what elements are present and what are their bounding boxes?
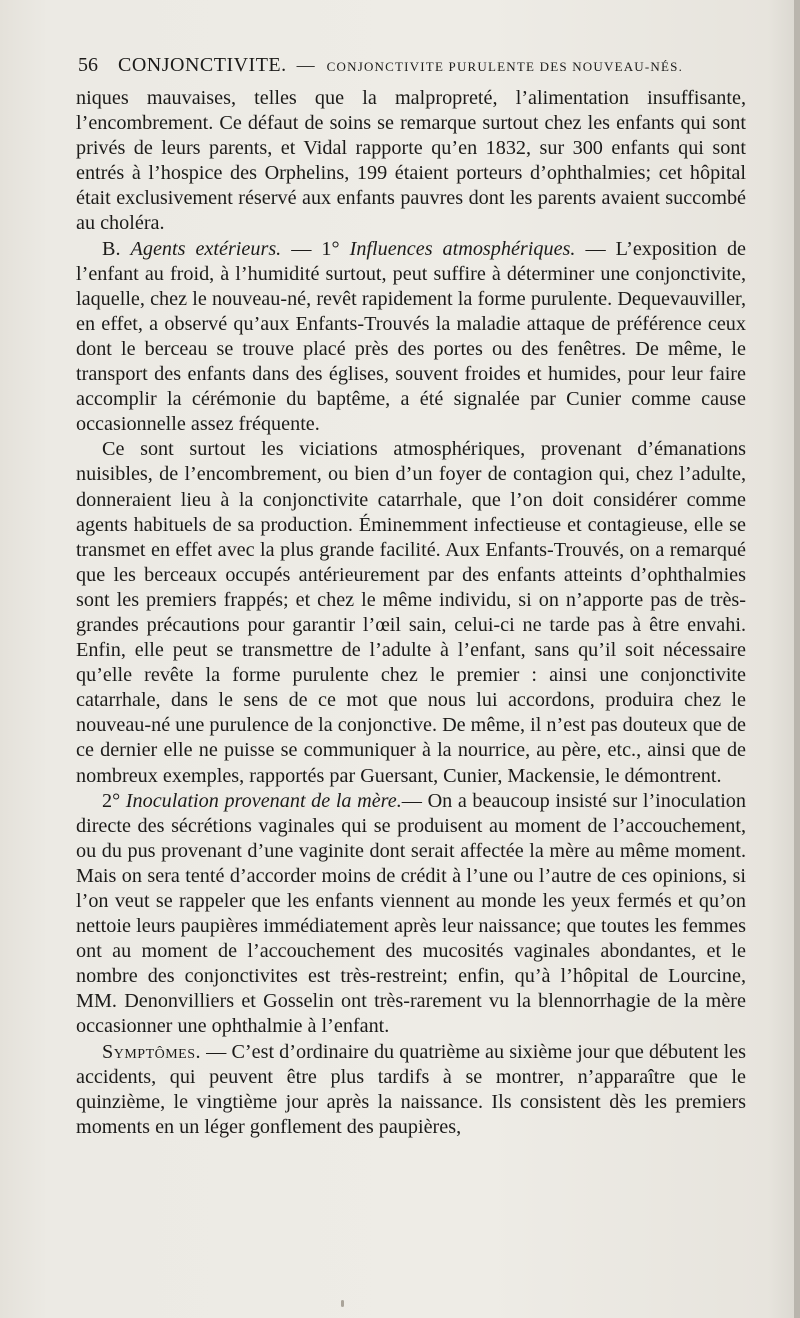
- heading-dash: —: [281, 237, 322, 260]
- paragraph-4-body: — On a beaucoup insisté sur l’inoculation directe des sécrétions vaginales qui se produisent au moment de l’accouchement, ou du pus provenant d’une vaginite dont serait affectée la mère au même moment. Mais on sera tenté d’accorder moins de crédit à l’une ou l’autre de ces opinions, si l’on veut se rappeler que les enfants viennent au monde les yeux fermés et qu’on nettoie leurs paupières immédiatement après leur naissance; que toutes les femmes ont au moment de l’accouchement des mucosités vaginales abondantes, et le nombre des conjonctivites est très-restreint; enfin, qu’à l’hôpital de Lourcine, MM. Denonvilliers et Gosselin ont très-rarement vu la blennorrhagie de la mère occasionner une ophthalmie à l’enfant.: [76, 789, 746, 1038]
- paragraph-2-body: — L’exposition de l’enfant au froid, à l’humidité surtout, peut suffire à déterminer une conjonctivite, laquelle, chez le nouveau-né, revêt rapidement la forme purulente. Dequevauviller, en effet, a observé qu’aux Enfants-Trouvés la maladie attaque de préférence ceux dont le berceau se trouve placé près des portes ou des fenêtres. De même, le transport des enfants dans des églises, souvent froides et humides, pour leur faire accomplir la cérémonie du baptême, a été signalée par Cunier comme cause occasionnelle assez fréquente.: [76, 237, 747, 436]
- page-edge: [794, 0, 800, 1318]
- paragraph-5-body: — C’est d’ordinaire du quatrième au sixième jour que débutent les accidents, qui peuvent être plus tardifs à se montrer, n’apparaître que le quinzième, le vingtième jour après la naissance. Ils consistent dès les premiers moments en un léger gonflement des paupières,: [76, 1040, 746, 1138]
- page-number: 56: [78, 54, 98, 76]
- header-dash: —: [296, 55, 315, 75]
- heading-influences: Influences atmosphériques.: [349, 237, 576, 260]
- paper-speck: [341, 1300, 344, 1307]
- heading-inoculation: Inoculation provenant de la mère.: [125, 789, 402, 812]
- subsection-title: CONJONCTIVITE PURULENTE DES NOUVEAU-NÉS.: [326, 59, 684, 74]
- paragraph-1: niques mauvaises, telles que la malpropreté, l’alimentation insuffisante, l’encombrement. Ce défaut de soins se remarque surtout chez les enfants qui sont privés de leurs parents, et Vidal rapporte qu’en 1832, sur 300 enfants qui sont entrés à l’hospice des Orphelins, 199 étaient porteurs d’ophthalmies; cet hôpital était exclusivement réservé aux enfants pauvres dont les parents avaient succombé au choléra.: [76, 87, 746, 235]
- section-title: CONJONCTIVITE.: [118, 54, 287, 76]
- heading-number: 2°: [102, 789, 126, 812]
- paragraph-5: [76, 1040, 746, 1140]
- body-text: [76, 86, 746, 1140]
- paragraph-3: Ce sont surtout les viciations atmosphériques, provenant d’émanations nuisibles, de l’encombrement, ou bien d’un foyer de contagion qui, chez l’adulte, donneraient lieu à la conjonctivite catarrhale, que l’on doit considérer comme agents habituels de sa production. Éminemment infectieuse et contagieuse, elle se transmet en effet avec la plus grande facilité. Aux Enfants-Trouvés, on a remarqué que les berceaux occupés antérieurement par des enfants atteints d’ophthalmies sont les premiers frappés; et chez le même individu, si on n’apporte pas de très-grandes précautions pour garantir l’œil sain, celui-ci ne tarde pas à être envahi. Enfin, elle peut se transmettre de l’adulte à l’enfant, sans qu’il soit nécessaire qu’elle revête la forme purulente chez le premier : ainsi une conjonctivite catarrhale, dans le sens de ce mot que nous lui accordons, produira chez le nouveau-né une purulence de la conjonctive. De même, il n’est pas douteux que de ce dernier elle ne puisse se communiquer à la nourrice, au père, etc., ainsi que de nombreux exemples, rapportés par Guersant, Cunier, Mackensie, le démontrent.: [76, 438, 746, 787]
- running-header: [78, 54, 778, 84]
- heading-agents-exterieurs: Agents extérieurs.: [130, 237, 282, 260]
- paragraph-2: [76, 237, 746, 438]
- paragraph-4: [76, 789, 746, 1040]
- heading-number: 1°: [321, 237, 350, 260]
- heading-symptomes: Symptômes.: [102, 1040, 202, 1063]
- section-letter: B.: [102, 237, 121, 260]
